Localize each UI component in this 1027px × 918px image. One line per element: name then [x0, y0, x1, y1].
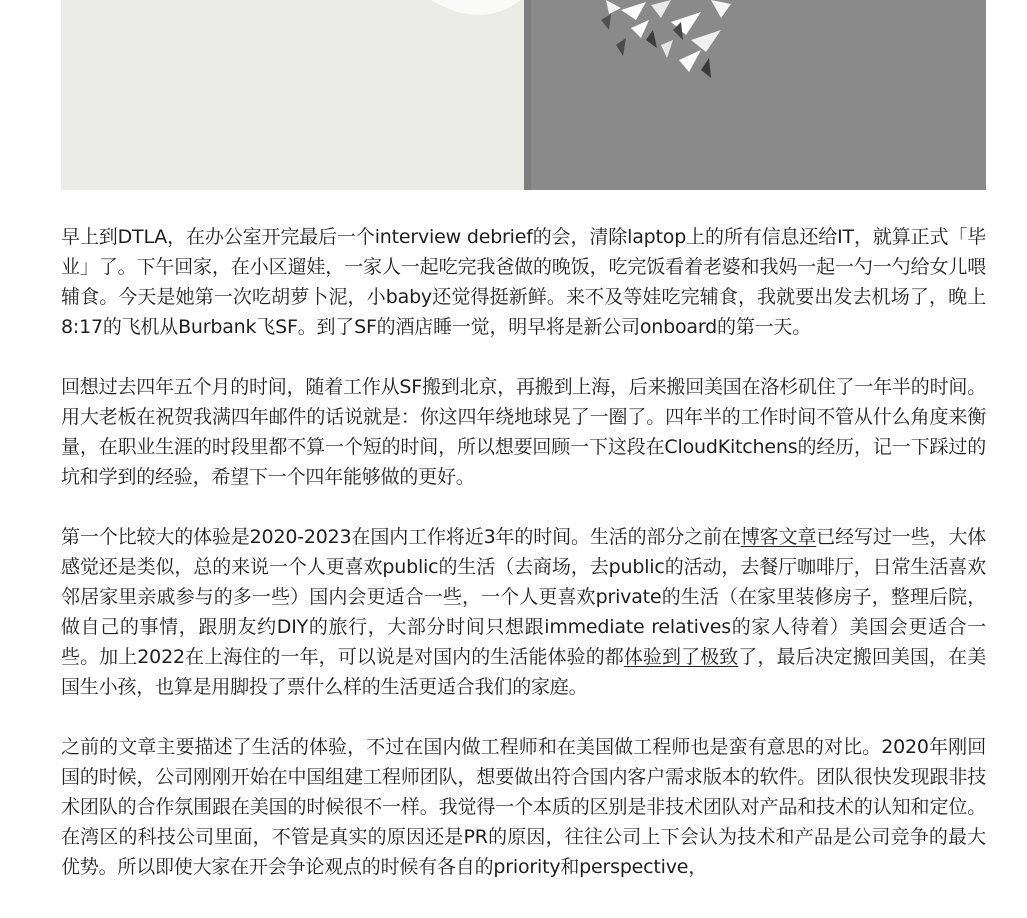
- blog-article-link[interactable]: 博客文章: [740, 526, 817, 548]
- paragraph-3-part2: 已经写过一些，大体感觉还是类似，总的来说一个人更喜欢public的生活（去商场，去public的活动，去餐厅咖啡厅，日常生活喜欢邻居家里亲戚参与的多一些）国内会更适合一些，一个人更喜欢private的生活（在家里装修房子，整理后院，做自己的事情，跟朋友约DIY的旅行，大部分时间只想跟immediate relatives的家人待着）美国会更适合一些。加上2022在上海住的一年，可以说是对国内的生活能体验的都: [61, 526, 987, 668]
- paragraph-3-part1: 第一个比较大的体验是2020-2023在国内工作将近3年的时间。生活的部分之前在: [61, 526, 741, 548]
- hero-image: [61, 0, 986, 190]
- abstract-split-artwork-icon: [61, 0, 986, 190]
- article-body: [61, 222, 986, 912]
- paragraph-3-part3: 了，最后决定搬回美国，在美国生小孩，也算是用脚投了票什么样的生活更适合我们的家庭。: [61, 646, 986, 698]
- paragraph-2: 回想过去四年五个月的时间，随着工作从SF搬到北京，再搬到上海，后来搬回美国在洛杉矶住了一年半的时间。用大老板在祝贺我满四年邮件的话说就是：你这四年绕地球晃了一圈了。四年半的工作时间不管从什么角度来衡量，在职业生涯的时段里都不算一个短的时间，所以想要回顾一下这段在CloudKitchens的经历，记一下踩过的坑和学到的经验，希望下一个四年能够做的更好。: [61, 376, 986, 488]
- paragraph-1: 早上到DTLA，在办公室开完最后一个interview debrief的会，清除laptop上的所有信息还给IT，就算正式「毕业」了。下午回家，在小区遛娃，一家人一起吃完我爸做的晚饭，吃完饭看着老婆和我妈一起一勺一勺给女儿喂辅食。今天是她第一次吃胡萝卜泥，小baby还觉得挺新鲜。来不及等娃吃完辅食，我就要出发去机场了，晚上8:17的飞机从Burbank飞SF。到了SF的酒店睡一觉，明早将是新公司onboard的第一天。: [61, 226, 986, 338]
- paragraph-4: 之前的文章主要描述了生活的体验，不过在国内做工程师和在美国做工程师也是蛮有意思的对比。2020年刚回国的时候，公司刚刚开始在中国组建工程师团队，想要做出符合国内客户需求版本的软件。团队很快发现跟非技术团队的合作氛围跟在美国的时候很不一样。我觉得一个本质的区别是非技术团队对产品和技术的认知和定位。在湾区的科技公司里面，不管是真实的原因还是PR的原因，往往公司上下会认为技术和产品是公司竞争的最大优势。所以即使大家在开会争论观点的时候有各自的priority和perspective，: [61, 736, 986, 878]
- paragraph-3: [61, 522, 986, 702]
- experienced-to-the-extreme-link[interactable]: 体验到了极致: [623, 646, 739, 668]
